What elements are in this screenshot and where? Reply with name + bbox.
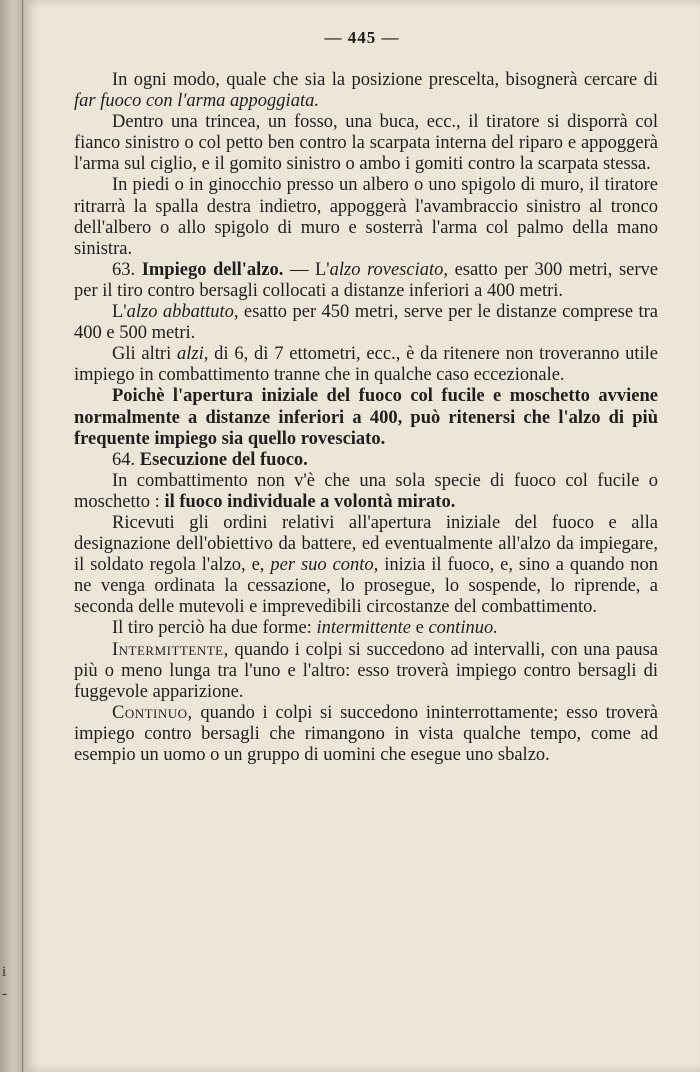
paragraph [74,260,658,302]
bold-text: Impiego dell'alzo. [141,259,284,280]
text-run: In combattimento non v'è che una sola specie di fuoco col fucile o moschetto : [74,470,658,512]
text-run: In piedi o in ginocchio presso un albero o uno spigolo di muro, il tiratore ritrarrà la spalla destra indietro, appoggerà l'avambraccio sinistro al tronco dell'albero o allo spigolo di muro e sosterrà l'arma col palmo della mano sinistra. [74,175,658,259]
text-run: Il tiro perciò ha due forme: [112,618,317,639]
text-run: Ricevuti gli ordini relativi all'apertura iniziale del fuoco e alla designazione dell'obiettivo da battere, ed eventualmente all'alzo da impiegare, il soldato regola l'alzo, e, [74,512,658,576]
text-run: inizia il fuoco, e, sino a quando non ne venga ordinata la cessazione, lo prosegue, lo sospende, lo riprende, a seconda delle mutevoli e imprevedibili circostanze del combattimento. [74,555,658,618]
italic-text: intermittente [316,618,411,639]
bold-text: il fuoco individuale a volontà mirato. [164,491,456,512]
text-run: quando i colpi si succedono ad intervalli, con una pausa più o meno lunga tra l'uno e l'altro: esso troverà impiego contro bersagli di fuggevole apparizione. [74,639,658,702]
paragraph [74,112,658,175]
facing-page-edge [0,0,23,1072]
body-text [74,70,658,766]
small-caps-text: Intermittente, [112,639,229,660]
italic-text: continuo. [428,618,498,639]
paragraph [74,513,658,618]
text-run: quando i colpi si succedono ininterrottamente; esso troverà impiego contro bersagli che rimangono in vista qualche tempo, come ad esempio un uomo o un gruppo di uomini che esegue uno sbalzo. [74,702,658,765]
paragraph [74,302,658,344]
italic-text: per suo conto, [270,555,379,576]
paragraph [74,450,658,471]
italic-text: alzi, [177,344,209,365]
page-number: — 445 — [324,28,400,47]
paragraph [74,471,658,513]
italic-text: far fuoco con l'arma appoggiata. [74,91,319,112]
paragraph [74,175,658,259]
italic-text: alzo rovesciato, [329,259,449,280]
text-run: — L' [283,259,330,280]
text-run: 63. [112,259,142,280]
text-run: L' [112,302,127,323]
paragraph [74,344,658,386]
margin-mark: - [2,986,7,1002]
paragraph [74,640,658,703]
paragraph [74,703,658,766]
margin-mark: i [2,964,7,980]
paragraph [74,70,658,112]
book-page [24,0,700,1072]
bold-text: Poichè l'apertura iniziale del fuoco col fucile e moschetto avviene normalmente a distanze inferiori a 400, può ritenersi che l'alzo di più frequente impiego sia quello rovesciato. [74,386,658,449]
text-run: 64. [112,449,140,470]
small-caps-text: Continuo, [112,702,193,723]
paragraph [74,618,658,639]
text-run: Gli altri [112,344,178,365]
paragraph [74,386,658,449]
text-run: esatto per 300 metri, serve per il tiro contro bersagli collocati a distanze inferiori a 400 metri. [74,259,658,301]
text-run: esatto per 450 metri, serve per le distanze comprese tra 400 e 500 metri. [74,302,658,344]
text-run: Dentro una trincea, un fosso, una buca, ecc., il tiratore si disporrà col fianco sinistro o col petto ben contro la scarpata interna del riparo e appoggerà l'arma sul ciglio, e il gomito sinistro o ambo i gomiti contro la scarpata stessa. [74,112,658,175]
italic-text: alzo abbattuto, [126,302,239,323]
text-run: di 6, di 7 ettometri, ecc., è da ritenere non troveranno utile impiego in combattimento tranne che in qualche caso eccezionale. [74,344,658,386]
bold-text: Esecuzione del fuoco. [139,449,308,470]
text-run: e [411,618,429,639]
text-run: In ogni modo, quale che sia la posizione prescelta, bisognerà cercare di [112,70,658,90]
